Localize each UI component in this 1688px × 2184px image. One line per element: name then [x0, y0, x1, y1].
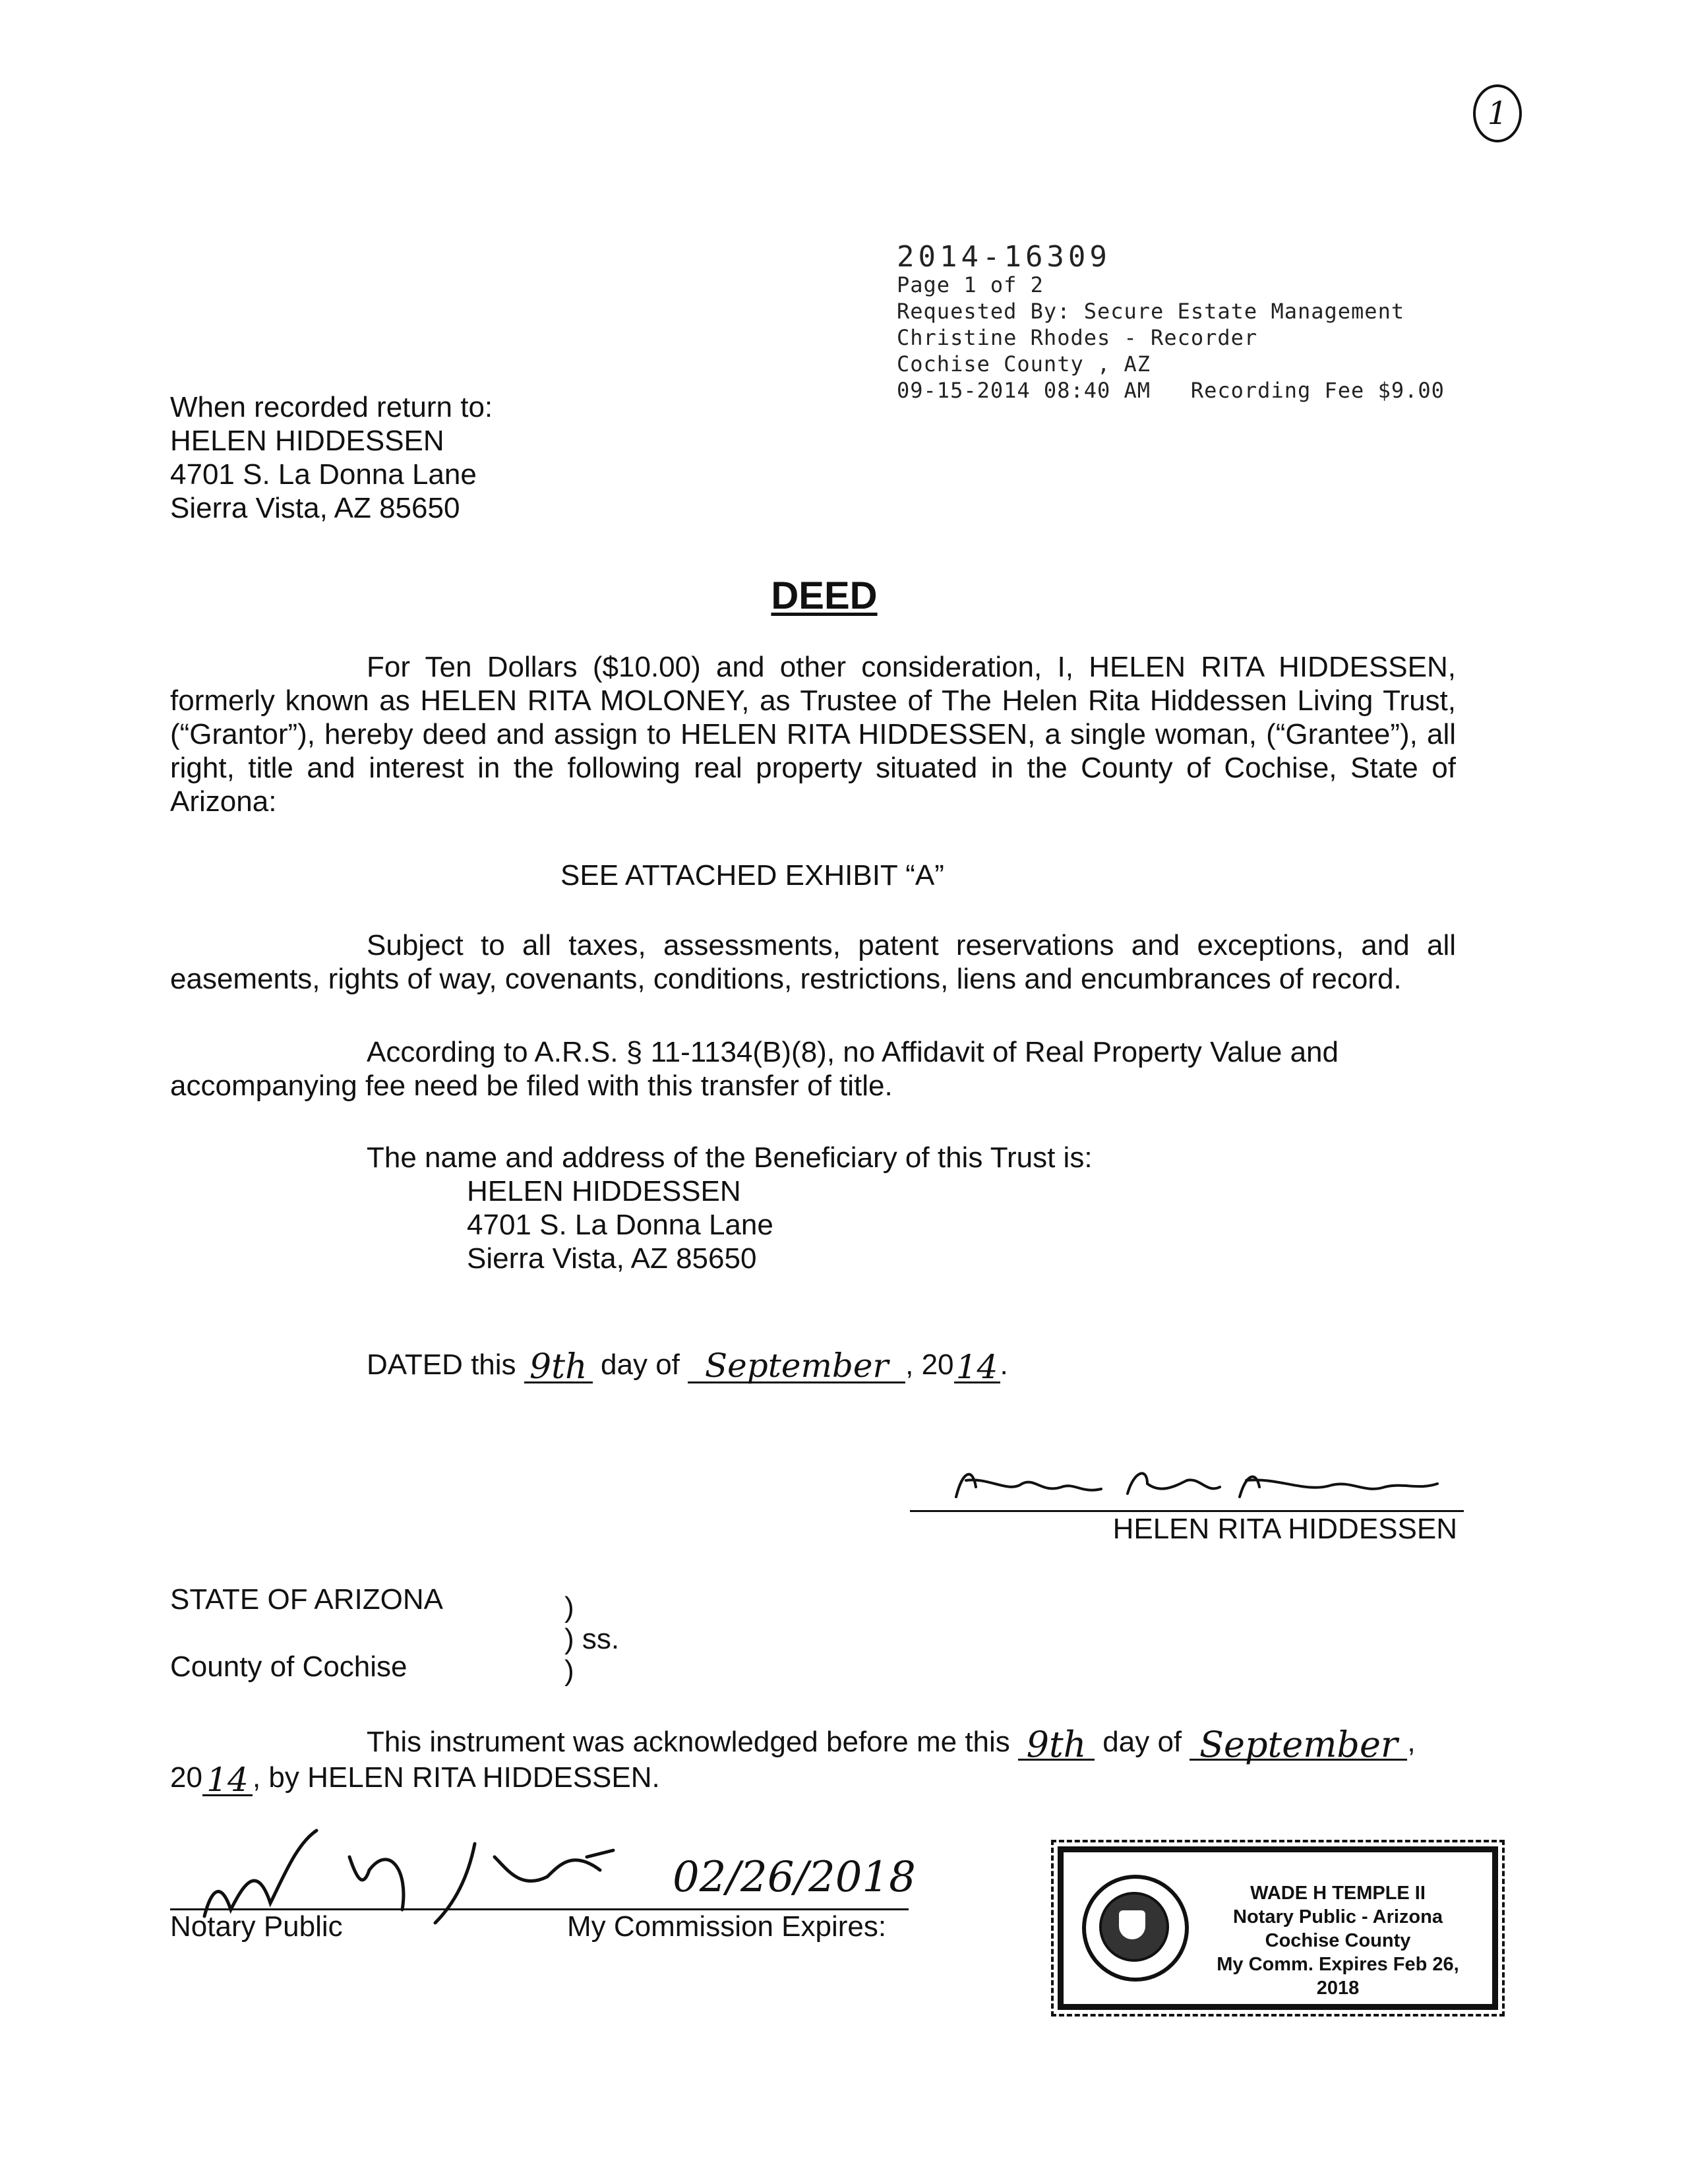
document-number: 2014-16309	[897, 240, 1111, 274]
notary-stamp-name: WADE H TEMPLE II	[1250, 1883, 1426, 1904]
grantor-signature	[910, 1457, 1464, 1510]
notary-stamp-expires: My Comm. Expires Feb 26, 2018	[1217, 1954, 1459, 1999]
ack-month-handwritten: September	[1199, 1724, 1398, 1765]
beneficiary-city: Sierra Vista, AZ 85650	[467, 1242, 757, 1275]
page-number-mark: 1	[1473, 84, 1522, 142]
commission-expires-label: My Commission Expires:	[567, 1910, 887, 1943]
ars-paragraph: According to A.R.S. § 11-1134(B)(8), no Affidavit of Real Property Value and accompanying fee need be filed with this transfer of title.	[170, 1036, 1339, 1102]
ack-month-blank	[1190, 1724, 1407, 1765]
venue-paren-top: )	[564, 1591, 574, 1623]
dated-month-blank	[688, 1348, 905, 1383]
venue-ss: ) ss.	[564, 1623, 620, 1655]
return-to-name: HELEN HIDDESSEN	[170, 425, 444, 457]
return-to-block	[170, 390, 764, 525]
dated-day-handwritten: 9th	[529, 1347, 588, 1387]
acknowledgment-paragraph: This instrument was acknowledged before me this 9th day of September , 20 14 , by HELEN RITA HIDDESSEN.	[170, 1724, 1416, 1799]
venue-county: County of Cochise	[170, 1651, 407, 1683]
consideration-paragraph: For Ten Dollars ($10.00) and other consideration, I, HELEN RITA HIDDESSEN, formerly known as HELEN RITA MOLONEY, as Trustee of The Helen Rita Hiddessen Living Trust, (“Grantor”), hereby deed and assign to HELEN RITA HIDDESSEN, a single woman, (“Grantee”), all right, title and interest in the following real property situated in the County of Cochise, State of Arizona:	[170, 651, 1456, 818]
recording-datetime-fee: 09-15-2014 08:40 AM Recording Fee $9.00	[897, 378, 1445, 403]
notary-stamp	[1058, 1846, 1498, 2010]
beneficiary-street: 4701 S. La Donna Lane	[467, 1209, 773, 1241]
grantor-signature-block	[910, 1457, 1464, 1546]
commission-date-handwritten: 02/26/2018	[673, 1853, 916, 1902]
deed-title: DEED	[771, 574, 878, 617]
dated-year-handwritten: 14	[955, 1348, 998, 1386]
ack-year-blank	[202, 1761, 253, 1799]
notary-stamp-title: Notary Public - Arizona	[1233, 1906, 1443, 1927]
dated-month-handwritten: September	[704, 1347, 889, 1385]
ack-day-blank	[1018, 1724, 1095, 1765]
dated-year-blank	[954, 1348, 1000, 1386]
recording-recorder: Christine Rhodes - Recorder	[897, 325, 1258, 350]
ack-year-handwritten: 14	[206, 1761, 249, 1799]
beneficiary-name: HELEN HIDDESSEN	[467, 1175, 741, 1207]
subject-to-paragraph: Subject to all taxes, assessments, patent reservations and exceptions, and all easements, rights of way, covenants, conditions, restrictions, liens and encumbrances of record.	[170, 929, 1456, 995]
return-to-street: 4701 S. La Donna Lane	[170, 458, 477, 491]
recording-county: Cochise County , AZ	[897, 351, 1151, 377]
beneficiary-intro: The name and address of the Beneficiary of this Trust is:	[367, 1141, 1093, 1174]
state-seal-icon	[1082, 1875, 1189, 1982]
venue-paren-bottom: )	[564, 1654, 574, 1687]
grantor-printed-name: HELEN RITA HIDDESSEN	[1112, 1513, 1457, 1545]
ack-day-handwritten: 9th	[1026, 1724, 1087, 1765]
return-to-heading: When recorded return to:	[170, 391, 493, 423]
beneficiary-block	[367, 1141, 1356, 1275]
dated-day-blank	[524, 1347, 593, 1387]
return-to-city: Sierra Vista, AZ 85650	[170, 492, 460, 524]
recording-page: Page 1 of 2	[897, 272, 1044, 297]
exhibit-reference: SEE ATTACHED EXHIBIT “A”	[560, 859, 944, 892]
notary-stamp-text	[1193, 1881, 1483, 2000]
recording-info	[897, 240, 1490, 404]
venue-state: STATE OF ARIZONA	[170, 1583, 443, 1616]
dated-line: DATED this 9th day of September , 20 14 .	[367, 1347, 1008, 1387]
recording-requested-by: Requested By: Secure Estate Management	[897, 299, 1405, 324]
notary-public-label: Notary Public	[170, 1910, 343, 1943]
notary-stamp-county: Cochise County	[1265, 1930, 1411, 1951]
